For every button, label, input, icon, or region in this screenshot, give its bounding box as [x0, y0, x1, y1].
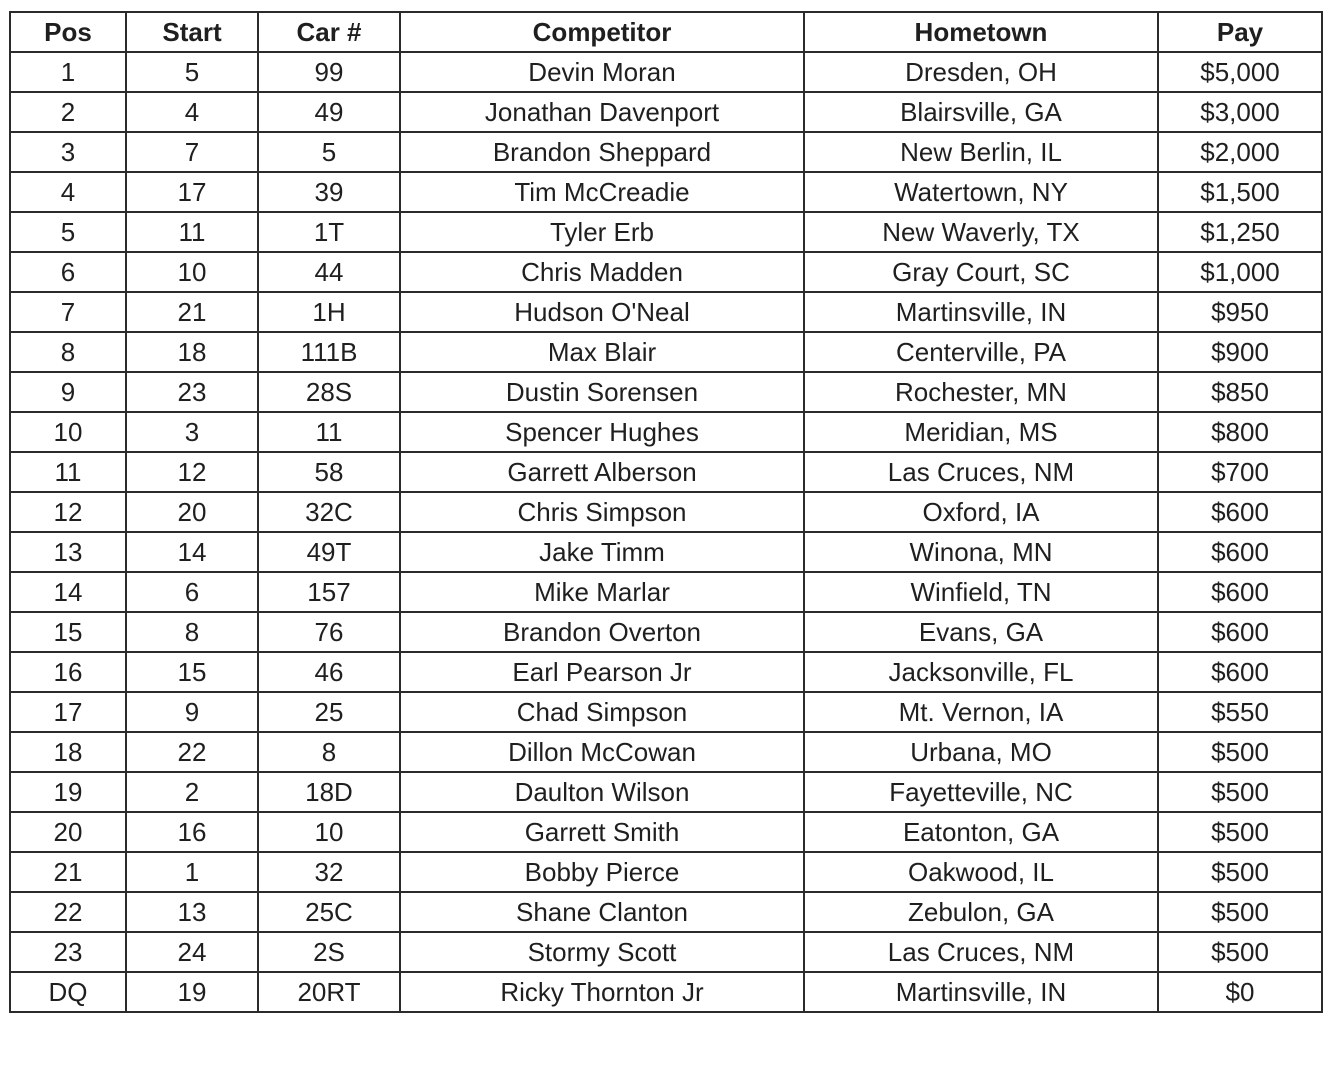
cell-start: 9 [126, 692, 258, 732]
cell-hometown: Gray Court, SC [804, 252, 1158, 292]
cell-start: 24 [126, 932, 258, 972]
cell-competitor: Earl Pearson Jr [400, 652, 804, 692]
cell-pay: $600 [1158, 532, 1322, 572]
cell-hometown: Fayetteville, NC [804, 772, 1158, 812]
cell-competitor: Dustin Sorensen [400, 372, 804, 412]
cell-pos: 19 [10, 772, 126, 812]
cell-competitor: Mike Marlar [400, 572, 804, 612]
cell-start: 16 [126, 812, 258, 852]
header-start: Start [126, 12, 258, 52]
cell-hometown: New Berlin, IL [804, 132, 1158, 172]
cell-start: 13 [126, 892, 258, 932]
cell-start: 8 [126, 612, 258, 652]
cell-competitor: Garrett Alberson [400, 452, 804, 492]
cell-start: 15 [126, 652, 258, 692]
cell-pay: $850 [1158, 372, 1322, 412]
cell-car-number: 25C [258, 892, 400, 932]
cell-pay: $800 [1158, 412, 1322, 452]
cell-pay: $500 [1158, 932, 1322, 972]
cell-competitor: Tyler Erb [400, 212, 804, 252]
cell-hometown: Winona, MN [804, 532, 1158, 572]
cell-competitor: Bobby Pierce [400, 852, 804, 892]
cell-pay: $5,000 [1158, 52, 1322, 92]
table-row [10, 372, 1322, 412]
cell-pos: 17 [10, 692, 126, 732]
cell-pay: $600 [1158, 652, 1322, 692]
cell-car-number: 1T [258, 212, 400, 252]
table-row [10, 772, 1322, 812]
cell-hometown: Centerville, PA [804, 332, 1158, 372]
cell-car-number: 10 [258, 812, 400, 852]
cell-pos: 21 [10, 852, 126, 892]
cell-start: 3 [126, 412, 258, 452]
cell-pos: 13 [10, 532, 126, 572]
table-row [10, 652, 1322, 692]
table-row [10, 892, 1322, 932]
cell-pos: DQ [10, 972, 126, 1012]
table-row [10, 732, 1322, 772]
header-pos: Pos [10, 12, 126, 52]
cell-competitor: Spencer Hughes [400, 412, 804, 452]
cell-pos: 3 [10, 132, 126, 172]
cell-car-number: 8 [258, 732, 400, 772]
cell-pay: $500 [1158, 772, 1322, 812]
table-row [10, 932, 1322, 972]
table-row [10, 532, 1322, 572]
cell-competitor: Garrett Smith [400, 812, 804, 852]
table-row [10, 572, 1322, 612]
cell-start: 7 [126, 132, 258, 172]
table-row [10, 972, 1322, 1012]
cell-pay: $600 [1158, 572, 1322, 612]
cell-pos: 10 [10, 412, 126, 452]
cell-pay: $2,000 [1158, 132, 1322, 172]
cell-start: 12 [126, 452, 258, 492]
cell-pay: $700 [1158, 452, 1322, 492]
cell-pos: 12 [10, 492, 126, 532]
table-body [10, 52, 1322, 1012]
cell-start: 2 [126, 772, 258, 812]
cell-car-number: 28S [258, 372, 400, 412]
cell-start: 18 [126, 332, 258, 372]
cell-start: 11 [126, 212, 258, 252]
cell-car-number: 157 [258, 572, 400, 612]
cell-car-number: 111B [258, 332, 400, 372]
cell-start: 6 [126, 572, 258, 612]
cell-hometown: Meridian, MS [804, 412, 1158, 452]
cell-start: 17 [126, 172, 258, 212]
cell-competitor: Devin Moran [400, 52, 804, 92]
cell-car-number: 2S [258, 932, 400, 972]
cell-pos: 18 [10, 732, 126, 772]
cell-hometown: Watertown, NY [804, 172, 1158, 212]
cell-competitor: Daulton Wilson [400, 772, 804, 812]
cell-pos: 23 [10, 932, 126, 972]
header-competitor: Competitor [400, 12, 804, 52]
cell-competitor: Shane Clanton [400, 892, 804, 932]
cell-hometown: Rochester, MN [804, 372, 1158, 412]
cell-pos: 8 [10, 332, 126, 372]
cell-pos: 11 [10, 452, 126, 492]
cell-hometown: Eatonton, GA [804, 812, 1158, 852]
cell-car-number: 39 [258, 172, 400, 212]
cell-car-number: 18D [258, 772, 400, 812]
cell-car-number: 58 [258, 452, 400, 492]
cell-pos: 4 [10, 172, 126, 212]
cell-pay: $500 [1158, 732, 1322, 772]
cell-competitor: Jake Timm [400, 532, 804, 572]
cell-car-number: 46 [258, 652, 400, 692]
cell-car-number: 11 [258, 412, 400, 452]
cell-competitor: Stormy Scott [400, 932, 804, 972]
cell-car-number: 20RT [258, 972, 400, 1012]
cell-hometown: Winfield, TN [804, 572, 1158, 612]
table-row [10, 692, 1322, 732]
cell-pay: $550 [1158, 692, 1322, 732]
cell-pay: $500 [1158, 852, 1322, 892]
cell-competitor: Brandon Overton [400, 612, 804, 652]
results-table [9, 11, 1323, 1013]
cell-hometown: Evans, GA [804, 612, 1158, 652]
cell-hometown: Dresden, OH [804, 52, 1158, 92]
cell-start: 1 [126, 852, 258, 892]
cell-pos: 20 [10, 812, 126, 852]
cell-pos: 1 [10, 52, 126, 92]
table-row [10, 852, 1322, 892]
cell-pay: $1,250 [1158, 212, 1322, 252]
cell-pos: 14 [10, 572, 126, 612]
cell-pay: $600 [1158, 612, 1322, 652]
table-row [10, 492, 1322, 532]
cell-pay: $1,500 [1158, 172, 1322, 212]
cell-pos: 6 [10, 252, 126, 292]
cell-hometown: Oakwood, IL [804, 852, 1158, 892]
cell-pos: 5 [10, 212, 126, 252]
cell-hometown: Jacksonville, FL [804, 652, 1158, 692]
cell-competitor: Dillon McCowan [400, 732, 804, 772]
cell-pay: $3,000 [1158, 92, 1322, 132]
table-row [10, 452, 1322, 492]
header-car-number: Car # [258, 12, 400, 52]
cell-start: 22 [126, 732, 258, 772]
cell-pay: $0 [1158, 972, 1322, 1012]
table-row [10, 252, 1322, 292]
cell-hometown: Las Cruces, NM [804, 932, 1158, 972]
cell-car-number: 25 [258, 692, 400, 732]
cell-pay: $500 [1158, 812, 1322, 852]
cell-start: 14 [126, 532, 258, 572]
table-row [10, 812, 1322, 852]
cell-start: 19 [126, 972, 258, 1012]
cell-pos: 2 [10, 92, 126, 132]
cell-pos: 9 [10, 372, 126, 412]
cell-hometown: Las Cruces, NM [804, 452, 1158, 492]
cell-start: 5 [126, 52, 258, 92]
table-row [10, 172, 1322, 212]
table-row [10, 412, 1322, 452]
cell-competitor: Tim McCreadie [400, 172, 804, 212]
cell-hometown: Zebulon, GA [804, 892, 1158, 932]
cell-hometown: Blairsville, GA [804, 92, 1158, 132]
cell-car-number: 49T [258, 532, 400, 572]
cell-car-number: 1H [258, 292, 400, 332]
cell-pos: 15 [10, 612, 126, 652]
table-row [10, 332, 1322, 372]
cell-hometown: Martinsville, IN [804, 972, 1158, 1012]
cell-hometown: Oxford, IA [804, 492, 1158, 532]
cell-start: 4 [126, 92, 258, 132]
cell-car-number: 44 [258, 252, 400, 292]
header-hometown: Hometown [804, 12, 1158, 52]
cell-car-number: 32 [258, 852, 400, 892]
cell-car-number: 76 [258, 612, 400, 652]
cell-start: 20 [126, 492, 258, 532]
cell-start: 23 [126, 372, 258, 412]
cell-car-number: 5 [258, 132, 400, 172]
cell-pos: 22 [10, 892, 126, 932]
cell-start: 10 [126, 252, 258, 292]
cell-pay: $1,000 [1158, 252, 1322, 292]
cell-start: 21 [126, 292, 258, 332]
cell-pay: $500 [1158, 892, 1322, 932]
cell-pos: 7 [10, 292, 126, 332]
cell-competitor: Chris Simpson [400, 492, 804, 532]
cell-car-number: 32C [258, 492, 400, 532]
table-row [10, 612, 1322, 652]
table-row [10, 132, 1322, 172]
cell-hometown: Urbana, MO [804, 732, 1158, 772]
cell-competitor: Chad Simpson [400, 692, 804, 732]
cell-competitor: Ricky Thornton Jr [400, 972, 804, 1012]
cell-pay: $950 [1158, 292, 1322, 332]
cell-hometown: New Waverly, TX [804, 212, 1158, 252]
table-row [10, 52, 1322, 92]
cell-competitor: Max Blair [400, 332, 804, 372]
cell-pay: $900 [1158, 332, 1322, 372]
cell-hometown: Mt. Vernon, IA [804, 692, 1158, 732]
header-pay: Pay [1158, 12, 1322, 52]
cell-hometown: Martinsville, IN [804, 292, 1158, 332]
cell-competitor: Brandon Sheppard [400, 132, 804, 172]
cell-competitor: Hudson O'Neal [400, 292, 804, 332]
table-header [10, 12, 1322, 52]
table-row [10, 212, 1322, 252]
cell-pos: 16 [10, 652, 126, 692]
cell-pay: $600 [1158, 492, 1322, 532]
cell-car-number: 99 [258, 52, 400, 92]
cell-car-number: 49 [258, 92, 400, 132]
cell-competitor: Chris Madden [400, 252, 804, 292]
table-row [10, 292, 1322, 332]
table-row [10, 92, 1322, 132]
cell-competitor: Jonathan Davenport [400, 92, 804, 132]
header-row [10, 12, 1322, 52]
